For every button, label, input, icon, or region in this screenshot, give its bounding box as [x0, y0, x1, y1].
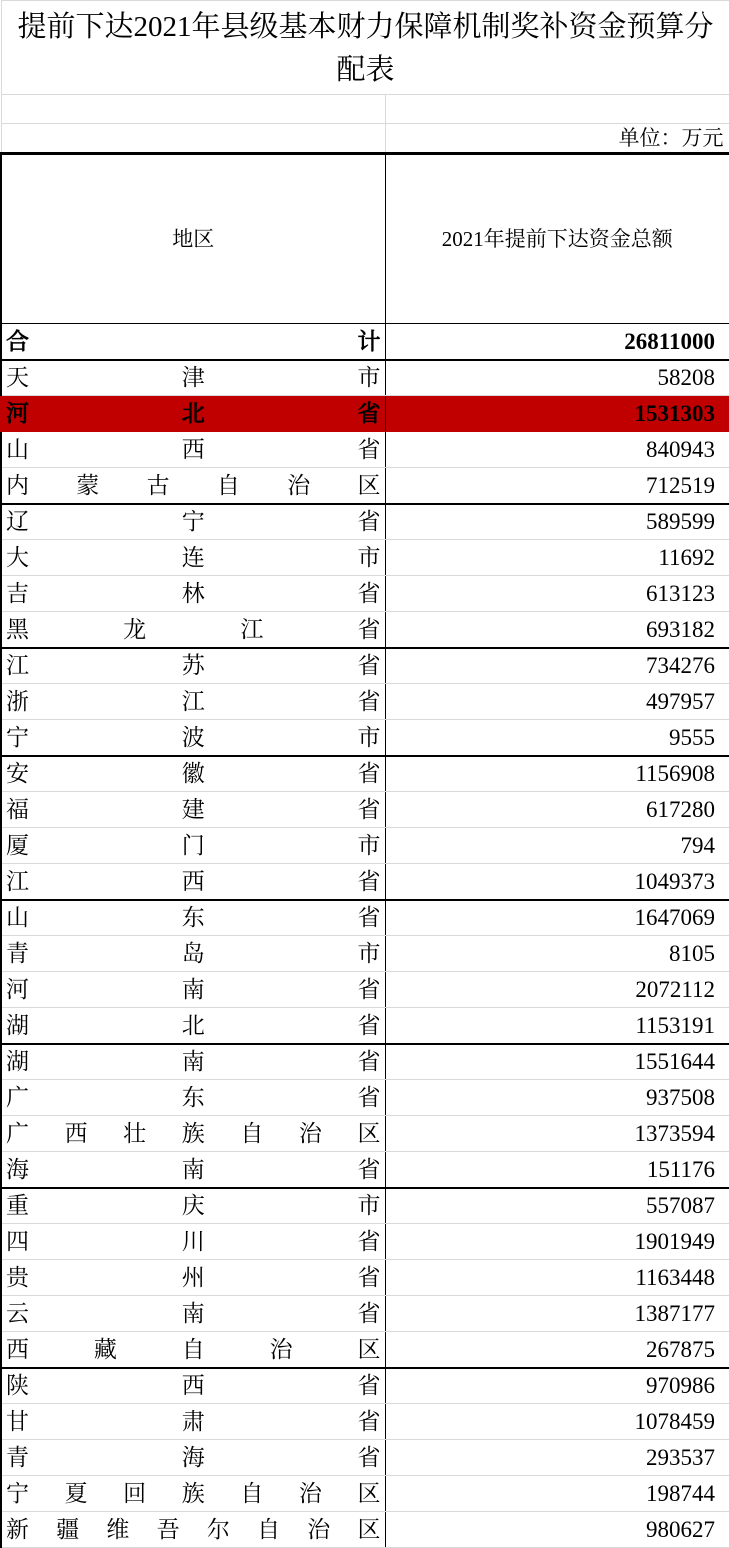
table-row[interactable] [1, 972, 729, 1008]
region-label: 河南省 [6, 977, 381, 1002]
region-cell [1, 1188, 385, 1224]
region-label: 湖南省 [6, 1049, 381, 1075]
region-cell [1, 360, 385, 396]
table-row[interactable] [1, 540, 729, 576]
value-cell: 58208 [385, 360, 729, 396]
value-cell: 937508 [385, 1080, 729, 1116]
region-cell [1, 1440, 385, 1476]
unit-note: 单位：万元 [385, 124, 729, 154]
table-row[interactable] [1, 828, 729, 864]
unit-row [1, 124, 729, 154]
value-cell: 557087 [385, 1188, 729, 1224]
table-row[interactable] [1, 396, 729, 432]
region-label: 云南省 [6, 1301, 381, 1326]
table-row[interactable] [1, 1224, 729, 1260]
value-cell: 589599 [385, 504, 729, 540]
table-row[interactable] [1, 792, 729, 828]
region-cell [1, 576, 385, 612]
table-row[interactable] [1, 432, 729, 468]
value-cell: 497957 [385, 684, 729, 720]
region-label: 大连市 [6, 545, 381, 570]
region-label: 四川省 [6, 1229, 381, 1254]
value-cell: 1531303 [385, 396, 729, 432]
value-cell: 1049373 [385, 864, 729, 900]
region-label: 海南省 [6, 1156, 381, 1182]
table-row[interactable] [1, 1296, 729, 1332]
value-cell: 9555 [385, 720, 729, 756]
table-row[interactable] [1, 648, 729, 684]
region-label: 广西壮族自治区 [6, 1121, 381, 1146]
title-row [1, 1, 729, 95]
value-cell: 8105 [385, 936, 729, 972]
region-label: 广东省 [6, 1085, 381, 1110]
region-label: 湖北省 [6, 1012, 381, 1038]
region-label: 吉林省 [6, 581, 381, 606]
region-label: 青岛市 [6, 941, 381, 966]
value-cell: 1153191 [385, 1008, 729, 1044]
table-row[interactable] [1, 1476, 729, 1512]
region-label: 宁波市 [6, 724, 381, 750]
region-cell [1, 1044, 385, 1080]
table-row[interactable] [1, 1368, 729, 1404]
region-label: 辽宁省 [6, 509, 381, 535]
region-cell [1, 684, 385, 720]
value-cell: 617280 [385, 792, 729, 828]
region-label: 福建省 [6, 797, 381, 822]
table-row[interactable] [1, 1512, 729, 1548]
region-cell [1, 1368, 385, 1404]
table-row[interactable] [1, 1008, 729, 1044]
region-label: 山西省 [6, 437, 381, 462]
table-row[interactable] [1, 360, 729, 396]
region-cell [1, 864, 385, 900]
region-cell [1, 1224, 385, 1260]
region-cell [1, 1296, 385, 1332]
region-cell [1, 1332, 385, 1368]
value-cell: 1647069 [385, 900, 729, 936]
value-cell: 1551644 [385, 1044, 729, 1080]
region-label: 厦门市 [6, 833, 381, 858]
table-row[interactable] [1, 1044, 729, 1080]
region-label: 浙江省 [6, 689, 381, 714]
region-label: 新疆维吾尔自治区 [6, 1517, 381, 1542]
value-cell: 11692 [385, 540, 729, 576]
region-cell [1, 828, 385, 864]
region-label: 重庆市 [6, 1193, 381, 1219]
region-cell [1, 900, 385, 936]
region-cell [1, 1152, 385, 1188]
table-row[interactable] [1, 1116, 729, 1152]
value-cell: 267875 [385, 1332, 729, 1368]
value-cell: 2072112 [385, 972, 729, 1008]
value-cell: 693182 [385, 612, 729, 648]
region-cell [1, 756, 385, 792]
region-cell [1, 720, 385, 756]
region-label: 陕西省 [6, 1373, 381, 1399]
column-header-region: 地区 [1, 154, 385, 324]
table-row[interactable] [1, 900, 729, 936]
region-cell [1, 648, 385, 684]
total-label: 合计 [6, 328, 381, 354]
header-row [1, 154, 729, 324]
value-cell: 1387177 [385, 1296, 729, 1332]
table-row[interactable] [1, 936, 729, 972]
region-cell [1, 540, 385, 576]
region-label: 河北省 [6, 401, 381, 426]
table-row[interactable] [1, 756, 729, 792]
table-row[interactable] [1, 612, 729, 648]
value-cell: 613123 [385, 576, 729, 612]
value-cell: 1156908 [385, 756, 729, 792]
table-row[interactable] [1, 720, 729, 756]
region-label: 贵州省 [6, 1265, 381, 1290]
region-cell [1, 1080, 385, 1116]
blank-cell-left [1, 95, 385, 124]
region-cell [1, 1260, 385, 1296]
table-row[interactable] [1, 1152, 729, 1188]
region-cell [1, 792, 385, 828]
region-label: 江苏省 [6, 653, 381, 679]
table-row[interactable] [1, 1332, 729, 1368]
region-label: 西藏自治区 [6, 1336, 381, 1362]
region-label: 青海省 [6, 1445, 381, 1470]
value-cell: 734276 [385, 648, 729, 684]
blank-row [1, 95, 729, 124]
table-row[interactable] [1, 1080, 729, 1116]
region-label: 宁夏回族自治区 [6, 1481, 381, 1506]
value-cell: 1901949 [385, 1224, 729, 1260]
region-label: 天津市 [6, 365, 381, 391]
table-body [1, 1, 729, 1548]
region-label: 黑龙江省 [6, 616, 381, 642]
value-cell: 794 [385, 828, 729, 864]
region-cell [1, 396, 385, 432]
table-row[interactable] [1, 1188, 729, 1224]
table-row[interactable] [1, 1440, 729, 1476]
table-row[interactable] [1, 684, 729, 720]
region-cell [1, 936, 385, 972]
value-cell: 980627 [385, 1512, 729, 1548]
table-row[interactable] [1, 504, 729, 540]
region-label: 安徽省 [6, 761, 381, 787]
table-row[interactable] [1, 468, 729, 504]
value-cell: 1163448 [385, 1260, 729, 1296]
table-row[interactable] [1, 1260, 729, 1296]
value-cell: 840943 [385, 432, 729, 468]
page-title: 提前下达2021年县级基本财力保障机制奖补资金预算分配表 [1, 1, 729, 95]
value-cell: 198744 [385, 1476, 729, 1512]
region-cell [1, 972, 385, 1008]
region-cell [1, 612, 385, 648]
region-cell [1, 468, 385, 504]
region-cell [1, 1116, 385, 1152]
table-row[interactable] [1, 576, 729, 612]
column-header-value: 2021年提前下达资金总额 [385, 154, 729, 324]
blank-cell-right [385, 95, 729, 124]
value-cell: 293537 [385, 1440, 729, 1476]
region-cell [1, 1512, 385, 1548]
region-label: 甘肃省 [6, 1409, 381, 1434]
value-cell: 151176 [385, 1152, 729, 1188]
region-cell [1, 504, 385, 540]
region-cell [1, 1404, 385, 1440]
total-value: 26811000 [385, 324, 729, 360]
total-label-cell [1, 324, 385, 360]
value-cell: 1373594 [385, 1116, 729, 1152]
region-cell [1, 1476, 385, 1512]
value-cell: 1078459 [385, 1404, 729, 1440]
region-cell [1, 432, 385, 468]
table-row-total[interactable] [1, 324, 729, 360]
region-label: 江西省 [6, 868, 381, 894]
table-row[interactable] [1, 864, 729, 900]
unit-row-left-cell [1, 124, 385, 154]
value-cell: 970986 [385, 1368, 729, 1404]
region-label: 内蒙古自治区 [6, 472, 381, 498]
table-row[interactable] [1, 1404, 729, 1440]
region-label: 山东省 [6, 905, 381, 931]
region-cell [1, 1008, 385, 1044]
value-cell: 712519 [385, 468, 729, 504]
